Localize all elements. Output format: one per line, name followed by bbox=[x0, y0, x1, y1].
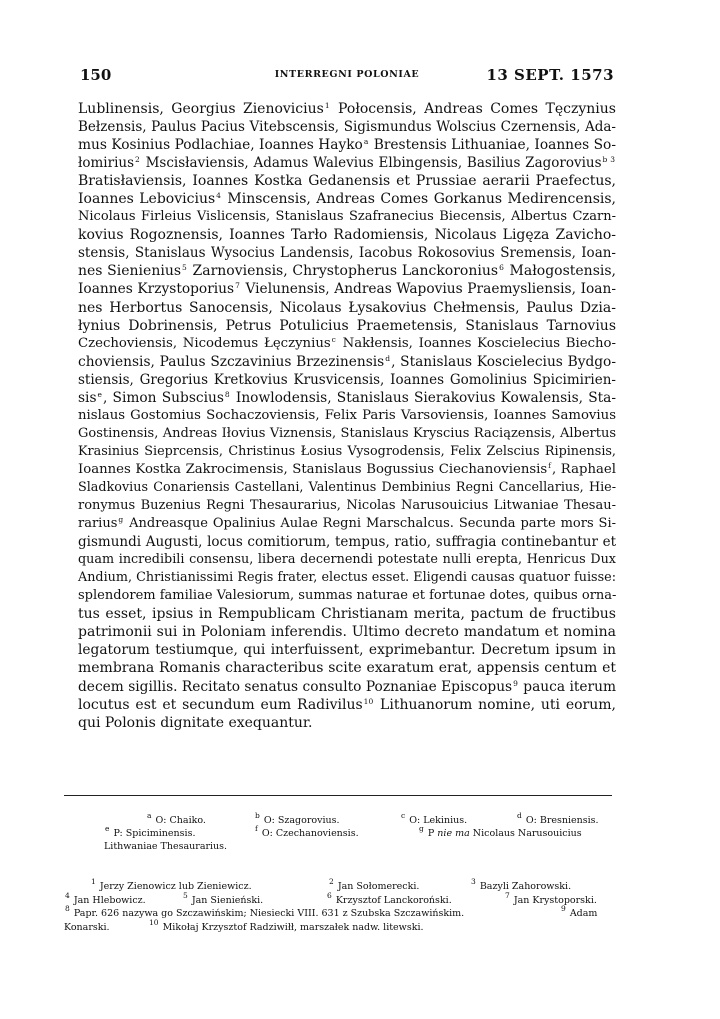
note-marker: 6 bbox=[499, 263, 504, 273]
text-segment: nislaus Gostomius Sochaczoviensis, Felix Paris Varsoviensis, Ioannes Samovius bbox=[78, 407, 616, 423]
text-segment: Mscisłaviensis, Adamus Walevius Elbingensis, Basilius Zagorovius bbox=[140, 155, 602, 172]
page-number: 150 bbox=[80, 66, 112, 84]
text-segment: Minscensis, Andreas Comes Gorkanus Medirencensis, bbox=[221, 191, 616, 208]
text-line bbox=[78, 533, 616, 551]
text-segment: stensis, Stanislaus Wysocius Landensis, Iacobus Rokosovius Sremensis, Ioan- bbox=[78, 245, 616, 262]
textual-note-a: $^a$ O: Chaiko. bbox=[147, 811, 206, 826]
note-marker: 9 bbox=[513, 678, 518, 688]
text-segment: Ioannes Kostka Zakrocimensis, Stanislaus Bogussius Ciechanoviensis bbox=[78, 461, 548, 477]
text-line bbox=[78, 262, 616, 280]
text-line bbox=[78, 172, 616, 190]
note-8: $^8$ Papr. 626 nazywa go Szczawińskim; Niesiecki VIII. 631 z Szubska Szczawińskim. bbox=[65, 904, 465, 919]
text-segment: Małogostensis, bbox=[504, 263, 616, 280]
text-line bbox=[78, 641, 616, 659]
note-1: $^1$ Jerzy Zienowicz lub Zieniewicz. bbox=[91, 877, 252, 892]
text-segment: patrimonii sui in Poloniam inferendis. Ultimo decreto mandatum et nomina bbox=[78, 624, 616, 641]
text-segment: choviensis, Paulus Szczavinius Brzezinensis bbox=[78, 353, 385, 370]
text-segment: nes Herbortus Sanocensis, Nicolaus Łysakovius Chełmensis, Paulus Dzia- bbox=[78, 299, 616, 316]
note-marker: 5 bbox=[182, 263, 187, 273]
text-line bbox=[78, 100, 616, 118]
biographical-note-row bbox=[64, 890, 614, 908]
text-line bbox=[78, 696, 616, 714]
note-6: $^6$ Krzysztof Lanckoroński. bbox=[327, 890, 452, 906]
text-segment: łynius Dobrinensis, Petrus Potulicius Praemetensis, Stanislaus Tarnovius bbox=[78, 317, 616, 334]
text-segment: qui Polonis dignitate exequantur. bbox=[78, 714, 313, 731]
text-segment: Nicolaus Firleius Vislicensis, Stanislaus Szafranecius Biecensis, Albertus Czarn- bbox=[78, 209, 616, 225]
text-segment: Gostinensis, Andreas Iłovius Viznensis, Stanislaus Kryscius Raciązensis, Albertus bbox=[78, 425, 616, 441]
textual-note-c: $^c$ O: Lekinius. bbox=[401, 811, 468, 826]
text-line bbox=[78, 371, 616, 389]
textual-note-e: $^e$ P: Spiciminensis. bbox=[105, 824, 196, 839]
text-line bbox=[78, 425, 616, 443]
text-line bbox=[78, 497, 616, 515]
text-segment: Połocensis, Andreas Comes Tęczynius bbox=[330, 101, 616, 117]
text-line bbox=[78, 479, 616, 497]
note-marker: d bbox=[385, 353, 391, 363]
text-segment: legatorum testiumque, qui interfuissent, exprimebantur. Decretum ipsum in bbox=[78, 642, 616, 659]
text-line bbox=[78, 605, 616, 623]
textual-note-g: $^g$ P nie ma Nicolaus Narusouicius bbox=[419, 824, 582, 839]
note-marker: 10 bbox=[363, 696, 374, 706]
running-header bbox=[80, 66, 614, 86]
note-marker: a bbox=[363, 137, 369, 147]
note-marker: 1 bbox=[324, 101, 330, 110]
text-segment: Czechoviensis, Nicodemus Łęczynius bbox=[78, 335, 331, 351]
text-segment: decem sigillis. Recitato senatus consulto Poznaniae Episcopus bbox=[78, 678, 513, 695]
text-line bbox=[78, 353, 616, 371]
text-segment: ronymus Buzenius Regni Thesaurarius, Nicolas Narusouicius Litwaniae Thesau- bbox=[78, 498, 616, 514]
text-segment: membrana Romanis characteribus scite exaratum erat, appensis centum et bbox=[78, 660, 616, 677]
note-marker: g bbox=[118, 515, 124, 525]
text-segment: Sladkovius Conariensis Castellani, Valentinus Dembinius Regni Cancellarius, Hie- bbox=[78, 479, 616, 495]
textual-note-row bbox=[104, 840, 612, 853]
text-segment: Bratisłaviensis, Ioannes Kostka Gedanensis et Prussiae aerarii Praefectus, bbox=[78, 173, 616, 190]
text-segment: Ioannes Lebovicius bbox=[78, 191, 216, 208]
text-segment: nes Sienienius bbox=[78, 263, 182, 280]
note-marker: b 3 bbox=[602, 155, 615, 165]
footnote-rule bbox=[64, 795, 612, 796]
text-line bbox=[78, 118, 616, 136]
text-line bbox=[78, 678, 616, 696]
text-segment: mus Kosinius Podlachiae, Ioannes Hayko bbox=[78, 137, 363, 154]
biographical-note-row bbox=[64, 877, 614, 894]
text-line bbox=[78, 587, 616, 605]
header-date: 13 SEPT. 1573 bbox=[486, 66, 614, 84]
text-line bbox=[78, 659, 616, 677]
textual-note-b: $^b$ O: Szagorovius. bbox=[255, 811, 340, 826]
text-segment: , Raphael bbox=[552, 461, 616, 477]
biographical-note-row bbox=[64, 904, 614, 921]
text-segment: Bełzensis, Paulus Pacius Vitebscensis, Sigismundus Wolscius Czernensis, Ada- bbox=[78, 119, 616, 136]
note-10: $^{10}$ Mikołaj Krzysztof Radziwiłł, marszałek nadw. litewski. bbox=[149, 917, 424, 933]
text-segment: locutus est et secundum eum Radivilus bbox=[78, 696, 363, 713]
text-segment: pauca iterum bbox=[518, 678, 616, 695]
text-line bbox=[78, 299, 616, 317]
text-line bbox=[78, 569, 616, 587]
text-line bbox=[78, 443, 616, 461]
text-line bbox=[78, 154, 616, 172]
text-line bbox=[78, 714, 616, 732]
textual-notes bbox=[104, 811, 612, 853]
note-marker: 2 bbox=[135, 155, 140, 165]
text-segment: stiensis, Gregorius Kretkovius Krusvicensis, Ioannes Gomolinius Spicimirien- bbox=[78, 371, 616, 388]
text-segment: , Stanislaus Koscielecius Bydgo- bbox=[391, 353, 616, 370]
note-marker: 7 bbox=[235, 281, 240, 291]
note-9-continued: Konarski. bbox=[64, 921, 110, 933]
text-segment: splendorem familiae Valesiorum, summas naturae et fortunae dotes, quibus orna- bbox=[78, 588, 617, 604]
text-line bbox=[78, 515, 616, 533]
text-segment: Vielunensis, Andreas Wapovius Praemysliensis, Ioan- bbox=[240, 281, 616, 298]
note-marker: 8 bbox=[224, 389, 230, 399]
text-segment: Lublinensis, Georgius Zienovicius bbox=[78, 101, 324, 117]
note-marker: f bbox=[548, 460, 551, 470]
text-segment: , Simon Subscius bbox=[102, 389, 224, 406]
text-segment: Zarnoviensis, Chrystopherus Lanckoronius bbox=[187, 263, 499, 280]
text-line bbox=[78, 208, 616, 226]
text-segment: Brestensis Lithuaniae, Ioannes So- bbox=[369, 137, 616, 154]
text-segment: tus esset, ipsius in Rempublicam Christianam merita, pactum de fructibus bbox=[78, 606, 616, 623]
textual-note-g-continued: Lithwaniae Thesaurarius. bbox=[104, 841, 228, 852]
note-2: $^2$ Jan Sołomerecki. bbox=[329, 877, 420, 892]
text-line bbox=[78, 190, 616, 208]
text-segment: Andium, Christianissimi Regis frater, electus esset. Eligendi causas quatuor fuisse: bbox=[78, 570, 616, 586]
text-line bbox=[78, 317, 616, 335]
note-marker: e bbox=[97, 389, 102, 399]
text-segment: Andreasque Opalinius Aulae Regni Marschalcus. Secunda parte mors Si- bbox=[124, 516, 616, 532]
text-line bbox=[78, 551, 616, 569]
text-segment: gismundi Augusti, locus comitiorum, tempus, ratio, suffragia continebantur et bbox=[78, 534, 616, 551]
note-marker: c bbox=[331, 334, 336, 344]
text-line bbox=[78, 244, 616, 262]
text-segment: Inowlodensis, Stanislaus Sierakovius Kowalensis, Sta- bbox=[230, 389, 617, 406]
text-segment: kovius Rogoznensis, Ioannes Tarło Radomiensis, Nicolaus Ligęza Zavicho- bbox=[78, 227, 616, 244]
text-line bbox=[78, 280, 616, 298]
text-line bbox=[78, 623, 616, 641]
text-segment: łomirius bbox=[78, 155, 135, 172]
textual-note-row bbox=[104, 811, 612, 827]
text-segment: sis bbox=[78, 389, 97, 406]
text-line bbox=[78, 461, 616, 479]
note-7: $^7$ Jan Krystoporski. bbox=[505, 890, 597, 906]
text-line bbox=[78, 136, 616, 154]
text-line bbox=[78, 389, 616, 407]
note-5: $^5$ Jan Sienieński. bbox=[183, 890, 264, 906]
textual-note-f: $^f$ O: Czechanoviensis. bbox=[255, 824, 359, 839]
text-segment: Lithuanorum nomine, uti eorum, bbox=[374, 696, 616, 713]
textual-note-d: $^d$ O: Bresniensis. bbox=[517, 811, 599, 826]
note-3: $^3$ Bazyli Zahorowski. bbox=[471, 877, 572, 892]
text-line bbox=[78, 335, 616, 353]
textual-note-row bbox=[104, 824, 612, 840]
text-segment: Nakłensis, Ioannes Koscielecius Biecho- bbox=[336, 335, 617, 351]
main-text bbox=[78, 100, 616, 732]
text-segment: Ioannes Krzystoporius bbox=[78, 281, 235, 298]
biographical-notes bbox=[64, 877, 614, 934]
text-segment: rarius bbox=[78, 516, 118, 532]
text-segment: quam incredibili consensu, libera decernendi potestate nulli erepta, Henricus Dux bbox=[78, 552, 616, 568]
biographical-note-row bbox=[64, 917, 614, 935]
note-4: $^4$ Jan Hlebowicz. bbox=[65, 890, 146, 906]
text-line bbox=[78, 407, 616, 425]
running-title: INTERREGNI POLONIAE bbox=[274, 69, 420, 80]
note-9: $^9$ Adam bbox=[561, 904, 598, 919]
text-segment: Krasinius Sieprcensis, Christinus Łosius Vysogrodensis, Felix Zelscius Ripinensis, bbox=[78, 443, 616, 459]
note-marker: 4 bbox=[216, 191, 221, 201]
text-line bbox=[78, 226, 616, 244]
